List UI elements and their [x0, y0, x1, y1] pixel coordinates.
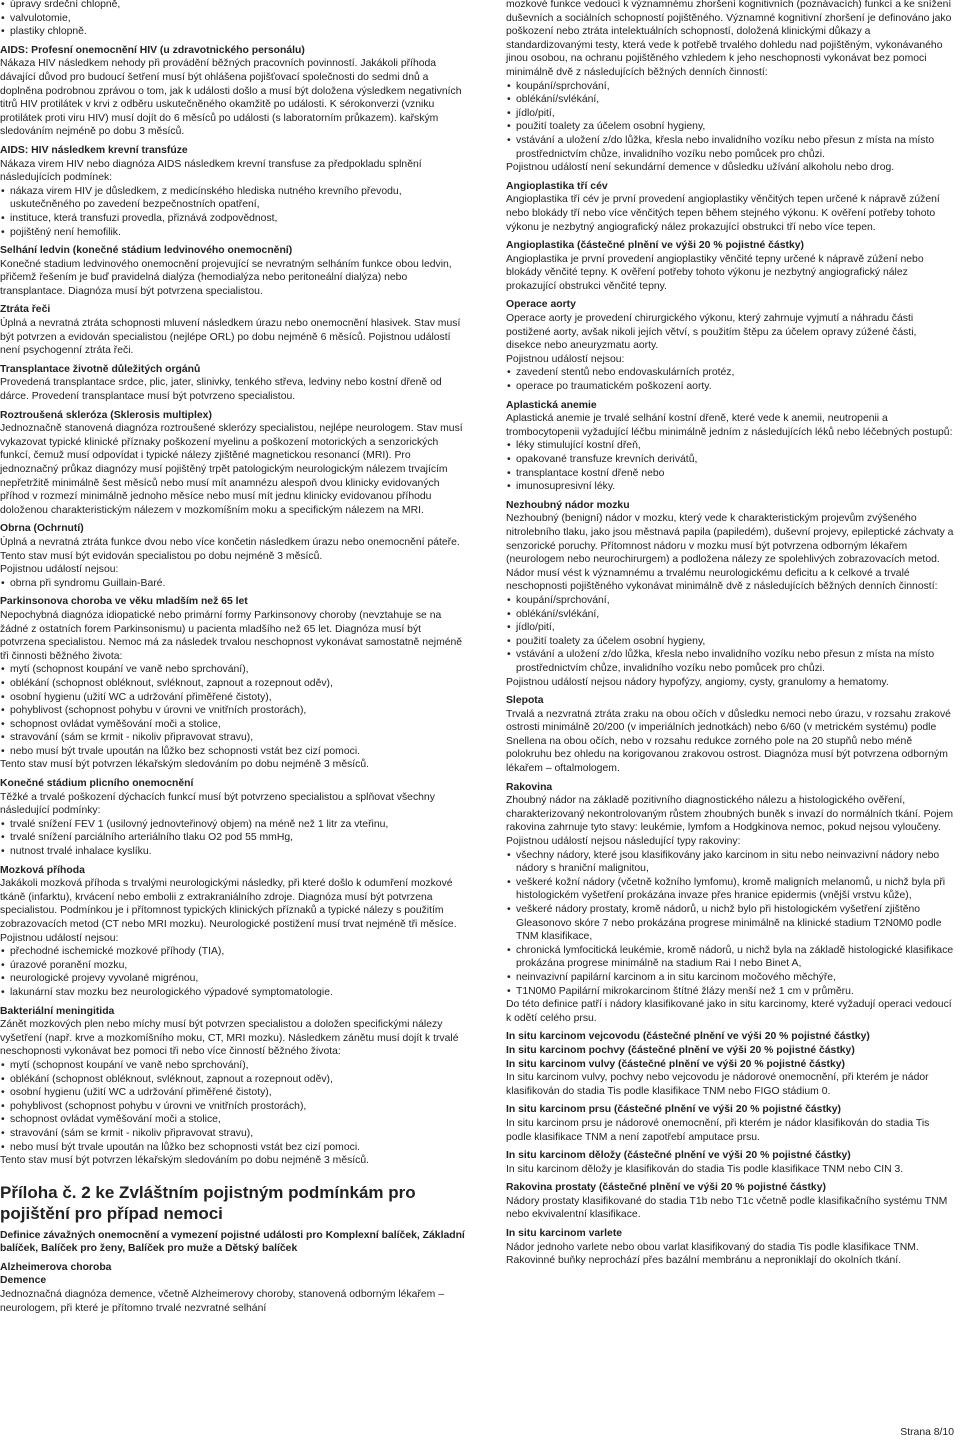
section-plicni-onemocneni [0, 777, 468, 859]
list-item: • vstávání a uložení z/do lůžka, křesla nebo invalidního vozíku nebo přesun z místa na místo prostřednictvím chůze, invalidního vozíku nebo pomůcek pro chůzi. [506, 134, 954, 161]
list-item: • stravování (sám se krmit - nikoliv připravovat stravu), [0, 731, 468, 745]
exclusion-list [506, 849, 954, 999]
section-body: Nádor jednoho varlete nebo obou varlat klasifikovaný do stadia Tis podle klasifikace TNM. Rakovinné buňky neprochází přes bazální membránu a neproniklají do okolních tkání. [506, 1241, 919, 1267]
section-in-situ-delozy [506, 1149, 954, 1176]
list-item: • osobní hygienu (užití WC a udržování přiměřené čistoty), [0, 691, 468, 705]
list-item: • zavedení stentů nebo endovaskulárních protéz, [506, 366, 954, 380]
section-rakovina [506, 781, 954, 1026]
list-item: • oblékání (schopnost obléknout, svléknout, zapnout a rozepnout oděv), [0, 677, 468, 691]
section-title: Mozková příhoda [0, 864, 85, 876]
section-tail: Tento stav musí být potvrzen lékařským sledováním po dobu nejméně 3 měsíců. [0, 759, 370, 771]
list-item: • oblékání/svlékání, [506, 608, 954, 622]
page-number: Strana 8/10 [900, 1427, 954, 1439]
right-column [506, 0, 954, 1268]
list-item: • úpravy srdeční chlopně, [0, 0, 468, 12]
treatment-list [506, 439, 954, 493]
list-item: • instituce, která transfuzi provedla, přiznává zodpovědnost, [0, 212, 468, 226]
list-item: • úrazové poranění mozku, [0, 959, 468, 973]
section-body: Jednoznačně stanovená diagnóza roztroušené sklerózy specialistou, nejlépe neurologem. Stav musí vykazovat typické klinické příznaky poškození myelinu a poškození motorických a senzorických funkcí, čemuž musí odpovídat i typické nálezy zjištěné magnetickou resonancí (MRI). Pro jednoznačný průkaz diagnózy musí pojištěný trpět patologickým neurologickým nálezem trvajícím nepřetržitě minimálně šest měsíců nebo musí mít anamnézu alespoň dvou klinicky evidovaných příhod v rozmezí minimálně jednoho měsíce nebo musí mít jednu klinicky evidovanou příhodu doloženou charakteristickým nálezem v mozkomíšním moku a specifickým nálezem na MRI. [0, 423, 463, 516]
list-item: • léky stimulující kostní dřeň, [506, 439, 954, 453]
section-body: Úplná a nevratná ztráta funkce dvou nebo více končetin následkem úrazu nebo onemocnění páteře. Tento stav musí být evidován specialistou po dobu nejméně 3 měsíců. [0, 536, 460, 562]
section-title: AIDS: Profesní onemocnění HIV (u zdravotnického personálu) [0, 44, 305, 56]
list-item: • použití toalety za účelem osobní hygieny, [506, 635, 954, 649]
section-title: Ztráta řeči [0, 304, 51, 316]
section-mozkova-prihoda [0, 864, 468, 1000]
condition-list [0, 818, 468, 859]
section-title: Selhání ledvin (konečné stádium ledvinového onemocnění) [0, 245, 293, 257]
left-column [0, 0, 468, 1315]
list-item: • pohyblivost (schopnost pohybu v úrovni ve vnitřních prostorách), [0, 704, 468, 718]
section-ztrata-reci [0, 303, 468, 357]
section-angioplastika [506, 239, 954, 293]
section-title: Bakteriální meningitida [0, 1005, 115, 1017]
section-transplantace [0, 363, 468, 404]
list-item: • nutnost trvalé inhalace kyslíku. [0, 845, 468, 859]
section-demence-continued [506, 0, 954, 175]
list-item: • oblékání (schopnost obléknout, svléknout, zapnout a rozepnout oděv), [0, 1073, 468, 1087]
section-body: Úplná a nevratná ztráta schopnosti mluvení následkem úrazu nebo onemocnění hlasivek. Stav musí být potvrzen a evidován specialistou (nejlépe ORL) po dobu nejméně 6 měsíců. Pojistnou událostí není psychogenní ztráta řeči. [0, 318, 461, 357]
section-title: Aplastická anemie [506, 399, 597, 411]
section-body: Zhoubný nádor na základě pozitivního diagnostického nálezu a histologického ověření, charakterizovaný nekontrolovaným růstem zhoubných buněk s invazí do normálních tkání. Pojem rakovina zahrnuje tyto stavy: leukémie, lymfom a Hodgkinova nemoc, pokud nejsou vyloučeny. [506, 795, 954, 834]
annex-block [0, 1182, 468, 1316]
list-item: • koupání/sprchování, [506, 80, 954, 94]
list-item: • schopnost ovládat vyměšování moči a stolice, [0, 718, 468, 732]
section-title: Parkinsonova choroba ve věku mladším než 65 let [0, 596, 248, 608]
section-slepota [506, 694, 954, 776]
section-meningitida [0, 1005, 468, 1168]
section-title: In situ karcinom vulvy (částečné plnění ve výši 20 % pojistné částky) [506, 1058, 845, 1070]
list-item: • nákaza virem HIV je důsledkem, z medicínského hlediska nutného krevního převodu, uskutečněného po zavedení bezpečnostních opatření, [0, 185, 468, 212]
section-aids-profesni [0, 44, 468, 139]
list-item: • plastiky chlopně. [0, 25, 468, 39]
section-body: Jednoznačná diagnóza demence, včetně Alzheimerovy choroby, stanovená odborným lékařem – neurologem, při které je přítomno trvalé nezvratné selhání [0, 1289, 444, 1314]
exclusion-list [0, 945, 468, 999]
section-body: Trvalá a nezvratná ztráta zraku na obou očích v důsledku nemoci nebo úrazu, v rozsahu zrakové ostrosti minimálně 20/200 (v imperiálních jednotkách) nebo 6/60 (v metrickém systému) podle Snellena na obou očích, nebo v rozsahu redukce zorného pole na 20 stupňů nebo méně polokruhu bez ohledu na korigovanou zrakovou ostrost. Diagnóza musí být potvrzena odborným lékařem – oftalmologem. [506, 708, 951, 775]
section-title: Slepota [506, 695, 544, 707]
section-body: Angioplastika je první provedení angioplastiky věnčité tepny určené k nápravě zúžení nebo blokády věnčité tepny. K ověření potřeby tohoto výkonu je nezbytný angiografický nález prokazující obstrukci věnčité tepny. [506, 253, 924, 292]
section-roztrousena-skleroza [0, 409, 468, 518]
annex-subtitle: Definice závažných onemocnění a vymezení pojistné události pro Komplexní balíček, Základní balíček, Balíček pro ženy, Balíček pro muže a Dětský balíček [0, 1229, 465, 1255]
section-parkinson [0, 595, 468, 772]
section-in-situ-varlete [506, 1227, 954, 1268]
section-body: In situ karcinom děložy je klasifikován do stadia Tis podle klasifikace TNM nebo CIN 3. [506, 1163, 904, 1175]
exclusion-lead: Pojistnou událostí nejsou: [0, 564, 119, 576]
list-item: • nebo musí být trvale upoután na lůžko bez schopnosti vstát bez cizí pomoci. [0, 745, 468, 759]
section-title: Konečné stádium plicního onemocnění [0, 778, 194, 790]
section-body: Nezhoubný (benigní) nádor v mozku, který vede k charakteristickým projevům zvýšeného nitrolebního tlaku, jako jsou městnavá papila (papiledém), duševní projevy, epileptické záchvaty a senzorické poruchy. Přítomnost nádoru v mozku musí být potvrzena odborným lékařem (neurologem nebo neurochirurgem) a podložena nálezy ze spolehlivých zobrazovacích metod. Nádor musí vést k významnému a trvalému neurologickému deficitu a k celkové a trvalé neschopnosti pojištěného vykonávat minimálně dvě z následujících běžných denních činností: [506, 513, 954, 593]
section-title: Rakovina prostaty (částečné plnění ve výši 20 % pojistné částky) [506, 1182, 826, 1194]
section-body: Nákaza HIV následkem nehody při provádění běžných pracovních povinností. Jakákoli příhoda dávající důvod pro budoucí šetření musí být ohlášena pojišťovací společnosti do sedmi dnů a doplněna podrobnou zprávou o tom, jak k události došlo a musí být doložena výsledkem negativních titrů HIV protilátek v krvi z odběru uskutečněného okamžitě po události. K sérokonverzi (vzniku protilátek proti viru HIV) musí dojít do 6 měsíců po události (s laboratorním průkazem). kařským sledováním nejméně po dobu 3 měsíců. [0, 58, 462, 138]
section-body: Nepochybná diagnóza idiopatické nebo primární formy Parkinsonovy choroby (nevztahuje se na žádné z ostatních forem Parkinsonismu) u pacienta mladšího než 65 let. Diagnóza musí být potvrzena specialistou. Nemoc má za následek trvalou neschopnost vykonávat samostatně nejméně tři činnosti běžného života: [0, 609, 463, 662]
section-title: Angioplastika (částečné plnění ve výši 20 % pojistné částky) [506, 240, 804, 252]
section-body: In situ karcinom vulvy, pochvy nebo vejcovodu je nádorové onemocnění, při kterém je nádor klasifikován do stadia Tis podle klasifikace TNM nebo FIGO stádium 0. [506, 1072, 929, 1097]
list-item: • veškeré kožní nádory (včetně kožního lymfomu), kromě maligních melanomů, u nichž byla při histologickém vyšetření prokázána invaze přes hranice epidermis (vnější vrstvu kůže), [506, 876, 954, 903]
section-title: AIDS: HIV následkem krevní transfúze [0, 144, 188, 156]
list-item: • opakované transfuze krevních derivátů, [506, 453, 954, 467]
section-title: Operace aorty [506, 299, 576, 311]
list-item: • osobní hygienu (užití WC a udržování přiměřené čistoty), [0, 1086, 468, 1100]
exclusion-list [0, 577, 468, 591]
list-item: • všechny nádory, které jsou klasifikovány jako karcinom in situ nebo neinvazivní nádory nebo nádory s hraniční malignitou, [506, 849, 954, 876]
list-item: • veškeré nádory prostaty, kromě nádorů, u nichž bylo při histologickém vyšetření zjištěno Gleasonovo skóre 7 nebo prokázána progrese minimálně na klinické stadium T2N0M0 podle TNM klasifikace, [506, 903, 954, 944]
section-in-situ-vejcovod-pochva-vulva [506, 1030, 954, 1098]
exclusion-lead: Pojistnou událostí nejsou: [506, 353, 625, 365]
section-title: Nezhoubný nádor mozku [506, 499, 630, 511]
section-obrna [0, 522, 468, 590]
section-title: In situ karcinom děložy (částečné plnění ve výši 20 % pojistné částky) [506, 1150, 851, 1162]
section-title: In situ karcinom varlete [506, 1228, 623, 1240]
section-tail: Do této definice patří i nádory klasifikované jako in situ karcinomy, které vyžadují operaci vedoucí k odětí celého prsu. [506, 999, 952, 1024]
list-item: • valvulotomie, [0, 12, 468, 26]
section-operace-aorty [506, 298, 954, 393]
list-item: • koupání/sprchování, [506, 594, 954, 608]
section-title: Rakovina [506, 781, 553, 793]
section-title: Roztroušená skleróza (Sklerosis multiplex) [0, 409, 212, 421]
section-nezhoubny-nador [506, 499, 954, 689]
condition-list [0, 185, 468, 239]
list-item: • neurologické projevy vyvolané migrénou, [0, 972, 468, 986]
activity-list [0, 1059, 468, 1154]
section-angioplastika-tri-cev [506, 180, 954, 234]
list-item: • lakunární stav mozku bez neurologického výpadové symptomatologie. [0, 986, 468, 1000]
list-item: • oblékání/svlékání, [506, 93, 954, 107]
chlopne-list [0, 0, 468, 39]
section-title: In situ karcinom pochvy (částečné plnění ve výši 20 % pojistné částky) [506, 1044, 855, 1056]
list-item: • stravování (sám se krmit - nikoliv připravovat stravu), [0, 1127, 468, 1141]
section-body: Jakákoli mozková příhoda s trvalými neurologickými následky, při které došlo k odumření mozkové tkáně (infarktu), krvácení nebo embolii z extrakraniálního zdroje. Diagnóza musí být potvrzena specialistou. Podmínkou je i přítomnost typických klinických příznaků a typické nálezy s použitím zobrazovacích metod (CT nebo MRI mozku). Neurologické postižení musí trvat nejméně tři měsíce. [0, 878, 457, 930]
section-body: Zánět mozkových plen nebo míchy musí být potvrzen specialistou a doložen specifickými nálezy vyšetření (např. krve a mozkomíšního moku, CT, MRI mozku). Následkem zánětu musí dojít k trvalé neschopnosti vykonávat bez pomoci tři nebo více činností běžného života: [0, 1019, 459, 1058]
section-body: Těžké a trvalé poškození dýchacích funkcí musí být potvrzeno specialistou a splňovat všechny následující podmínky: [0, 791, 435, 817]
activity-list [0, 663, 468, 758]
section-body: Nádory prostaty klasifikované do stadia T1b nebo T1c včetně podle klasifikačního systému TNM nebo ekvivalentní klasifikace. [506, 1195, 948, 1221]
section-body: In situ karcinom prsu je nádorové onemocnění, při kterém je nádor klasifikován do stadia Tis podle klasifikace TNM a není zapotřebí amputace prsu. [506, 1117, 930, 1143]
list-item: • schopnost ovládat vyměšování moči a stolice, [0, 1113, 468, 1127]
annex-title: Příloha č. 2 ke Zvláštním pojistným podmínkám pro pojištění pro případ nemoci [0, 1182, 416, 1223]
list-item: • chronická lymfocitická leukémie, kromě nádorů, u nichž byla na základě histologické klasifikace prokázána progrese minimálně na stadium Rai I nebo Binet A, [506, 944, 954, 971]
exclusion-lead: Pojistnou událostí nejsou: [0, 932, 119, 944]
section-selhani-ledvin [0, 244, 468, 298]
section-title: In situ karcinom prsu (částečné plnění ve výši 20 % pojistné částky) [506, 1104, 841, 1116]
list-item: • přechodné ischemické mozkové příhody (TIA), [0, 945, 468, 959]
list-item: • nebo musí být trvale upoután na lůžko bez schopnosti vstát bez cizí pomoci. [0, 1141, 468, 1155]
section-in-situ-prsu [506, 1103, 954, 1144]
section-title: In situ karcinom vejcovodu (částečné plnění ve výši 20 % pojistné částky) [506, 1031, 870, 1043]
list-item: • T1N0M0 Papilární mikrokarcinom štítné žlázy menší než 1 cm v průměru. [506, 985, 954, 999]
list-item: • pojištěný není hemofilik. [0, 226, 468, 240]
list-item: • mytí (schopnost koupání ve vaně nebo sprchování), [0, 1059, 468, 1073]
activity-list [506, 80, 954, 162]
list-item: • vstávání a uložení z/do lůžka, křesla nebo invalidního vozíku nebo přesun z místa na místo prostřednictvím chůze, invalidního vozíku nebo pomůcek pro chůzi. [506, 648, 954, 675]
list-item: • imunosupresivní léky. [506, 480, 954, 494]
section-title: Angioplastika tří cév [506, 180, 608, 192]
list-item: • trvalé snížení parciálního arteriálního tlaku O2 pod 55 mmHg, [0, 831, 468, 845]
section-aids-transfuze [0, 144, 468, 239]
section-body: Nákaza virem HIV nebo diagnóza AIDS následkem krevní transfuse za předpokladu splnění následujících podmínek: [0, 158, 422, 184]
section-rakovina-prostaty [506, 1181, 954, 1222]
list-item: • použití toalety za účelem osobní hygieny, [506, 120, 954, 134]
section-title: Alzheimerova choroba [0, 1261, 112, 1273]
section-body: Konečné stadium ledvinového onemocnění projevující se nevratným selháním funkce obou ledvin, přičemž řešením je buď pravidelná dialýza (hemodialýza nebo peritoneální dialýza) nebo transplantace. Diagnóza musí být potvrzena specialistou. [0, 258, 452, 297]
exclusion-lead: Pojistnou událostí nejsou následující typy rakoviny: [506, 836, 741, 848]
activity-list [506, 594, 954, 676]
section-title: Demence [0, 1275, 47, 1287]
list-item: • trvalé snížení FEV 1 (usilovný jednovteřinový objem) na méně než 1 litr za vteřinu, [0, 818, 468, 832]
section-title: Obrna (Ochrnutí) [0, 523, 84, 535]
list-item: • obrna při syndromu Guillain-Baré. [0, 577, 468, 591]
list-item: • jídlo/pití, [506, 621, 954, 635]
list-item: • neinvazivní papilární karcinom a in situ karcinom močového měchýře, [506, 971, 954, 985]
list-item: • mytí (schopnost koupání ve vaně nebo sprchování), [0, 663, 468, 677]
section-tail: Pojistnou událostí nejsou nádory hypofýzy, angiomy, cysty, granulomy a hematomy. [506, 676, 889, 688]
section-aplasticka-anemie [506, 399, 954, 494]
exclusion-list [506, 366, 954, 393]
section-body: Angioplastika tří cév je první provedení angioplastiky věnčitých tepen určené k nápravě zúžení nebo blokády tří nebo více věnčitých tepen během stejného výkonu. K ověření potřeby tohoto výkonu je nezbytný angiografický nález prokazující obstrukci tří nebo více tepen. [506, 194, 940, 233]
section-title: Transplantace životně důležitých orgánů [0, 363, 201, 375]
list-item: • jídlo/pití, [506, 107, 954, 121]
list-item: • transplantace kostní dřeně nebo [506, 467, 954, 481]
section-tail: Tento stav musí být potvrzen lékařským sledováním po dobu nejméně 3 měsíců. [0, 1155, 370, 1167]
section-body: Aplastická anemie je trvalé selhání kostní dřeně, které vede k anemii, neutropenii a trombocytopenii vyžadující léčbu minimálně jedním z následujících léků nebo léčebných postupů: [506, 413, 953, 438]
section-body: Provedená transplantace srdce, plic, jater, slinivky, tenkého střeva, ledviny nebo kostní dřeně od dárce. Provedení transplantace musí být potvrzeno specialistou. [0, 377, 442, 403]
section-body: mozkové funkce vedoucí k významnému zhoršení kognitivních (poznávacích) funkcí a ke snížení duševních a sociálních schopností pojištěného. Významné kognitivní zhoršení je definováno jako poškození nebo ztráta intelektuálních schopností, doložená klinickými důkazy a standardizovanými testy, která vede k potřebě trvalého dohledu nad pojištěným, vykonávaného jinou osobou, na ochranu pojištěného vzhledem k jeho neschopnosti vykonávat bez pomoci minimálně dvě z následujících běžných denních činností: [506, 0, 952, 78]
section-tail: Pojistnou událostí není sekundární demence v důsledku užívání alkoholu nebo drog. [506, 162, 895, 174]
list-item: • operace po traumatickém poškození aorty. [506, 380, 954, 394]
section-body: Operace aorty je provedení chirurgického výkonu, který zahrnuje vyjmutí a náhradu části postižené aorty, avšak nikoli jejích větví, s použitím štěpu za účelem opravy zúžené části, disekce nebo aneuryzmatu aorty. [506, 313, 917, 352]
list-item: • pohyblivost (schopnost pohybu v úrovni ve vnitřních prostorách), [0, 1100, 468, 1114]
